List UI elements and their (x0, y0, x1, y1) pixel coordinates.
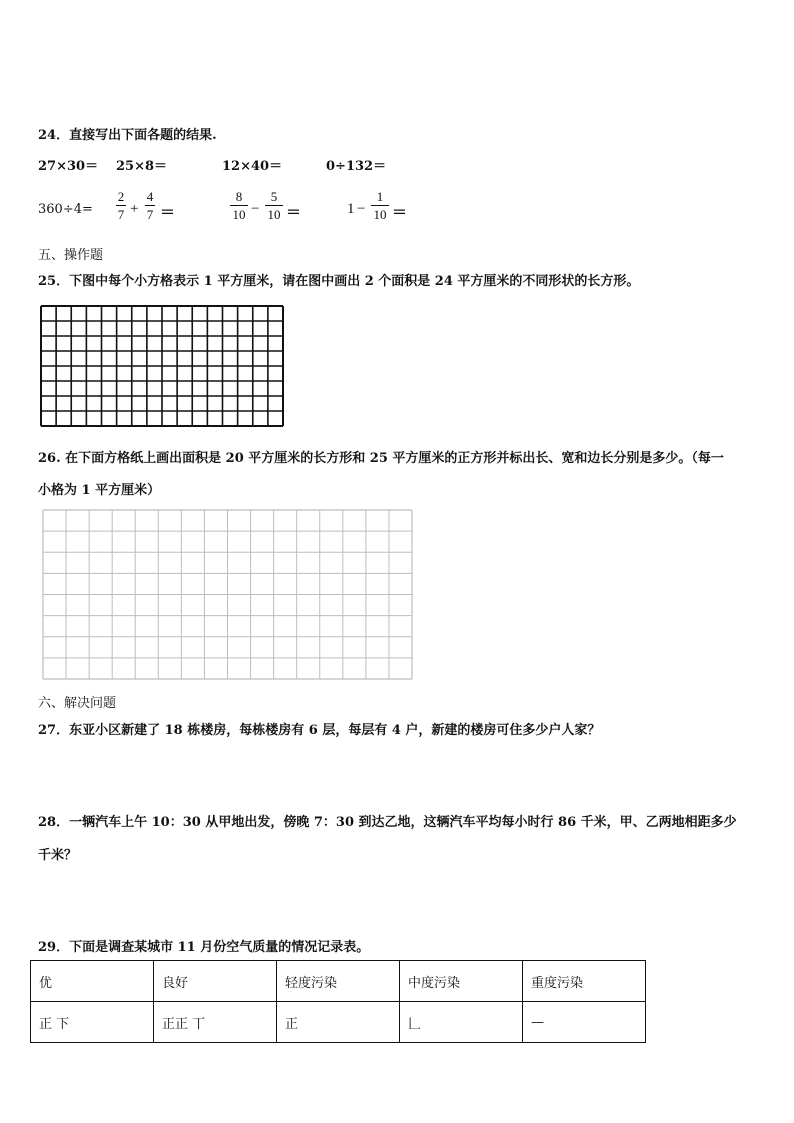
air-quality-table (30, 960, 646, 1043)
minus-sign: − (357, 201, 366, 217)
calc-item: 25×8＝ (116, 159, 168, 174)
calc-item: 0÷132＝ (326, 159, 387, 174)
q29-text: 29．下面是调查某城市 11 月份空气质量的情况记录表。 (38, 940, 370, 955)
tally-cell: — (523, 1002, 646, 1043)
table-row (31, 1002, 646, 1043)
tally-cell: 正 (277, 1002, 400, 1043)
table-header-cell: 良好 (154, 961, 277, 1002)
q26-text-line1: 26. 在下面方格纸上画出面积是 20 平方厘米的长方形和 25 平方厘米的正方形并标出长、宽和边长分别是多少。（每一 (38, 451, 724, 466)
grid-26[interactable] (43, 510, 412, 679)
table-header-cell: 中度污染 (400, 961, 523, 1002)
tally-cell: 𠃊 (400, 1002, 523, 1043)
whole-number: 1 (347, 201, 355, 217)
q28-text-line1: 28．一辆汽车上午 10：30 从甲地出发，傍晚 7：30 到达乙地，这辆汽车平均每小时行 86 千米，甲、乙两地相距多少 (38, 815, 737, 830)
q26-text-line2: 小格为 1 平方厘米） (38, 483, 161, 498)
equals-sign: ＝ (392, 203, 408, 221)
section-title: 五、操作题 (38, 248, 104, 263)
plus-sign: + (130, 201, 139, 217)
calc-item: 360÷4= (38, 202, 93, 217)
equals-sign: ＝ (160, 203, 176, 221)
section-title: 六、解决问题 (38, 696, 117, 711)
calc-item: 27×30＝ (38, 159, 99, 174)
q27-text: 27．东亚小区新建了 18 栋楼房，每栋楼房有 6 层，每层有 4 户，新建的楼房可住多少户人家？ (38, 723, 601, 738)
fraction: 8 10 (230, 190, 248, 222)
tally-cell: 正正 丅 (154, 1002, 277, 1043)
table-header-cell: 优 (31, 961, 154, 1002)
q24-title: 24．直接写出下面各题的结果. (38, 128, 217, 143)
minus-sign: − (251, 201, 260, 217)
calc-item: 12×40＝ (222, 159, 283, 174)
grid-25[interactable] (41, 306, 283, 426)
tally-cell: 正 下 (31, 1002, 154, 1043)
fraction: 1 10 (371, 190, 389, 222)
fraction: 5 10 (265, 190, 283, 222)
fraction: 2 7 (117, 189, 125, 222)
table-header-cell: 重度污染 (523, 961, 646, 1002)
equals-sign: ＝ (286, 203, 302, 221)
table-header-row (31, 961, 646, 1002)
q25-text: 25．下图中每个小方格表示 1 平方厘米，请在图中画出 2 个面积是 24 平方厘米的不同形状的长方形。 (38, 274, 640, 289)
q28-text-line2: 千米？ (38, 848, 78, 863)
table-header-cell: 轻度污染 (277, 961, 400, 1002)
fraction: 4 7 (146, 189, 154, 222)
